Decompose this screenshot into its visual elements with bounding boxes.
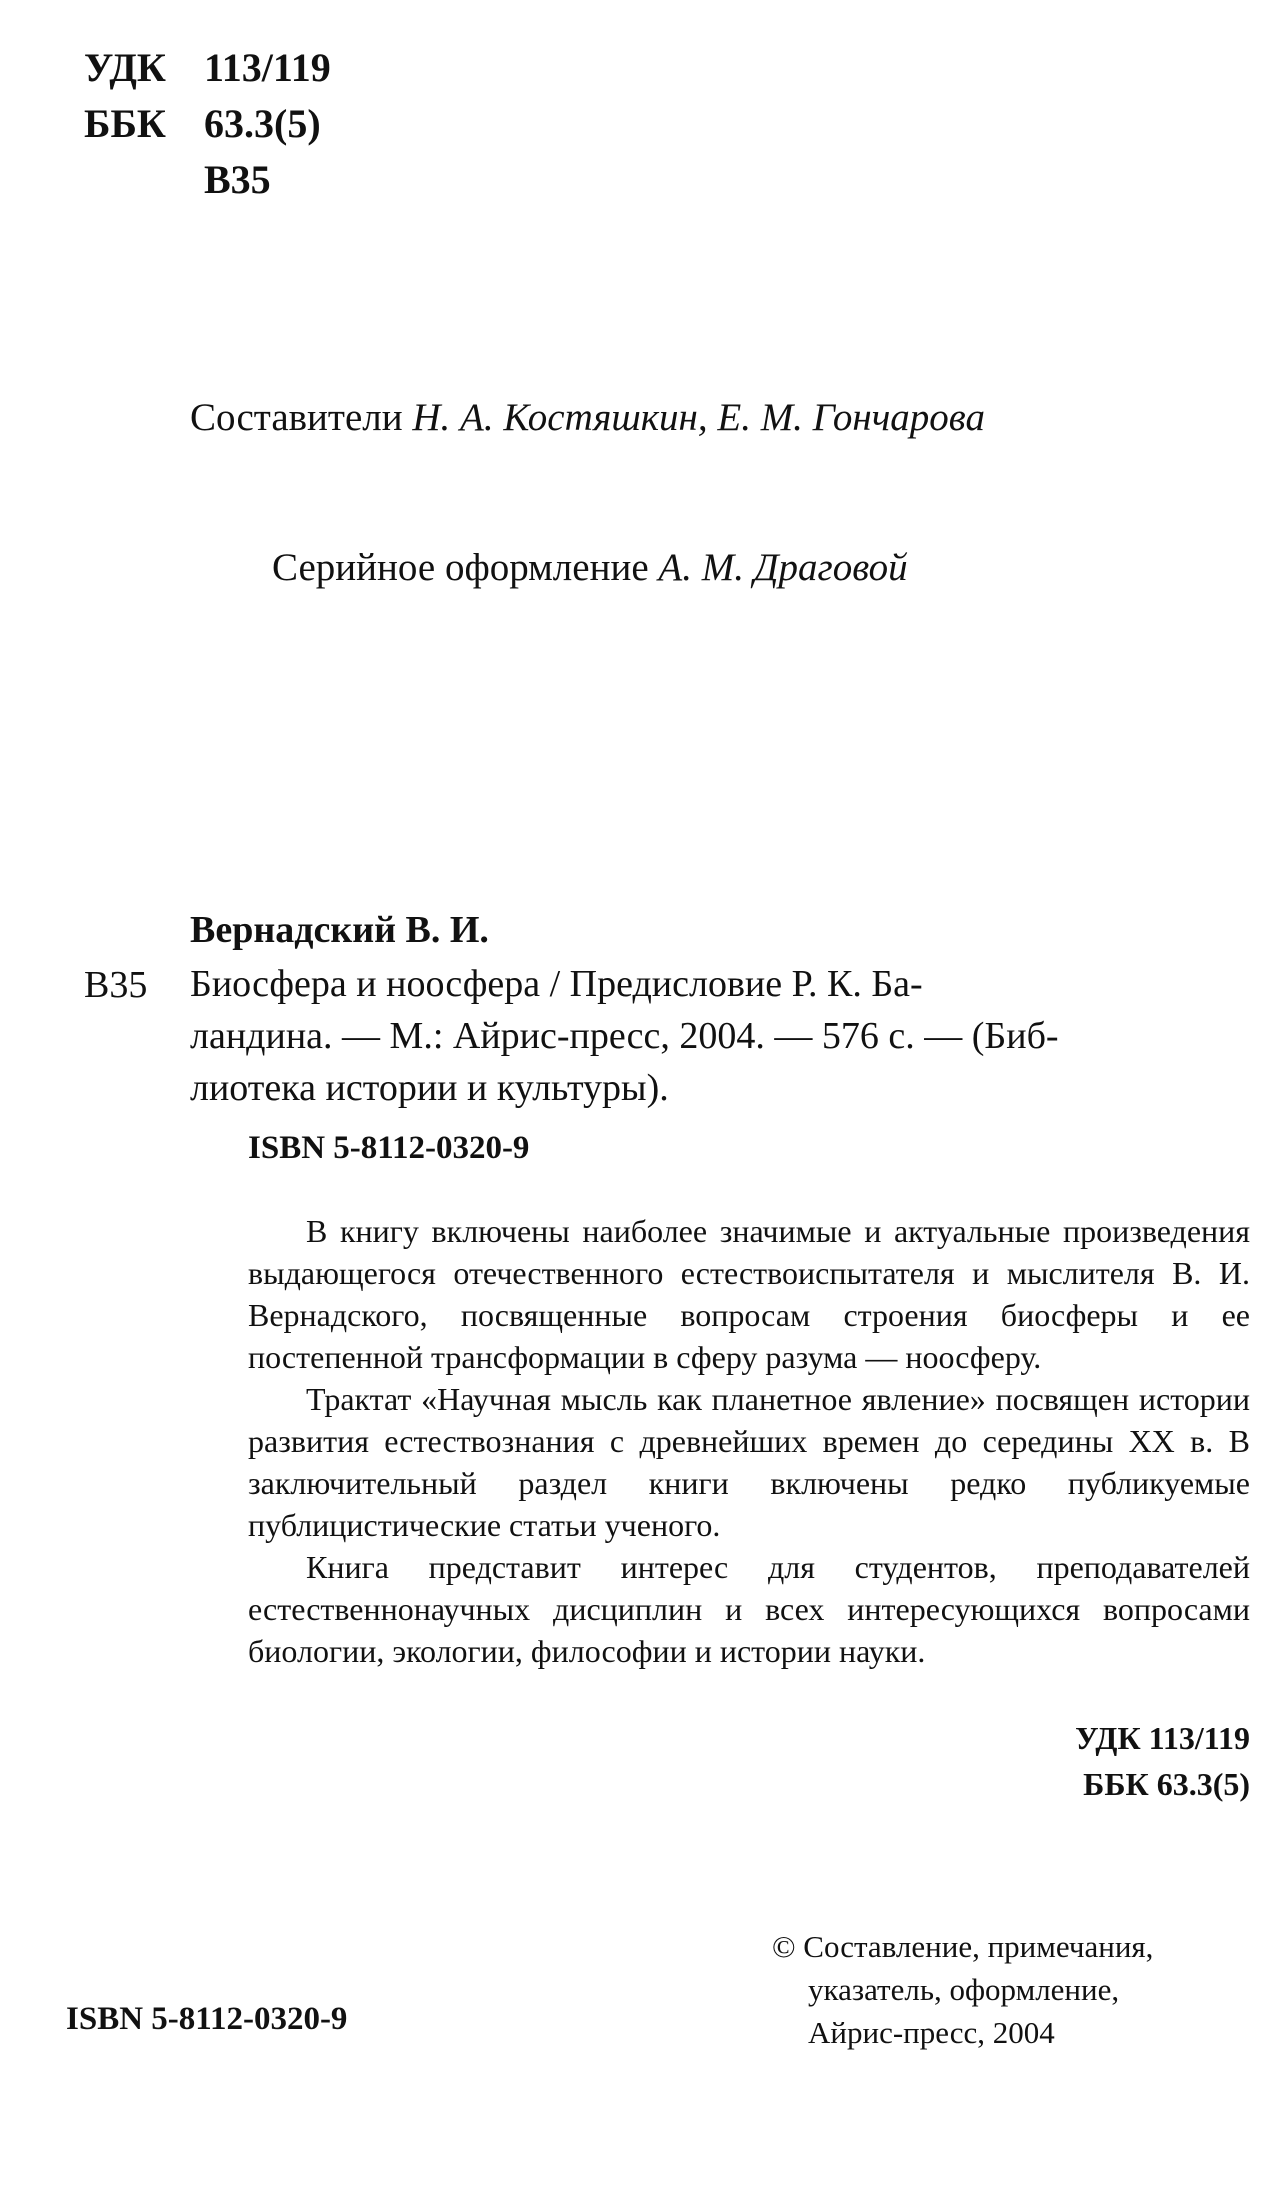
copyright-line-2: указатель, оформление, — [808, 1972, 1120, 2007]
classification-codes-bottom — [1075, 1715, 1250, 1807]
annotation-paragraph: В книгу включены наиболее значимые и актуальные произведения выдающегося отечественного естествоиспытателя и мыслителя В. И. Вернадского, посвященные вопросам строения биосферы и ее постепенной трансформации в сферу разума — ноосферу. — [248, 1213, 1250, 1375]
author-mark-top: В35 — [204, 157, 271, 202]
isbn-record: ISBN 5-8112-0320-9 — [248, 1130, 530, 1166]
bbk-label: ББК — [84, 101, 166, 146]
design-name: А. М. Драговой — [658, 546, 908, 589]
bib-line-3-text: лиотека истории и культуры). — [190, 1067, 669, 1109]
bib-line-3 — [190, 1062, 1250, 1114]
copyright-notice — [772, 1925, 1153, 2054]
author-heading: Вернадский В. И. — [190, 909, 489, 951]
compilers-names: Н. А. Костяшкин, Е. М. Гончарова — [412, 396, 985, 439]
bib-line-2-text: ландина. — М.: Айрис-пресс, 2004. — 576 с. — (Биб- — [190, 1015, 1059, 1057]
udk-label: УДК — [84, 45, 166, 90]
udk-code: УДК 113/119 — [1075, 1720, 1250, 1756]
design-label: Серийное оформление — [272, 546, 649, 589]
copyright-line-1: © Составление, примечания, — [772, 1929, 1154, 1964]
annotation-paragraph: Трактат «Научная мысль как планетное явление» посвящен истории развития естествознания с древнейших времен до середины XX в. В заключительный раздел книги включены редко публикуемые публицистические статьи ученого. — [248, 1381, 1250, 1543]
classification-codes — [84, 40, 331, 208]
annotation-paragraph: Книга представит интерес для студентов, преподавателей естественнонаучных дисциплин и всех интересующихся вопросами биологии, экологии, философии и истории науки. — [248, 1549, 1250, 1669]
bib-line-1-text: Биосфера и ноосфера / Предисловие Р. К. Ба- — [190, 963, 923, 1005]
annotation — [248, 1210, 1250, 1672]
bib-line-1 — [190, 958, 1250, 1010]
bib-line-2 — [190, 1010, 1250, 1062]
bbk-value: 63.3(5) — [204, 101, 321, 146]
udk-value: 113/119 — [204, 45, 331, 90]
bbk-code: ББК 63.3(5) — [1083, 1766, 1250, 1802]
author-mark: В35 — [84, 964, 148, 1006]
copyright-line-3: Айрис-пресс, 2004 — [808, 2015, 1055, 2050]
isbn-bottom: ISBN 5-8112-0320-9 — [66, 2001, 348, 2037]
series-design-credit — [272, 545, 908, 590]
compilers-label: Составители — [190, 396, 403, 439]
compilers-credit — [190, 395, 985, 440]
udk-row — [84, 40, 331, 96]
bibliographic-description — [190, 958, 1250, 1114]
bbk-row — [84, 96, 331, 152]
